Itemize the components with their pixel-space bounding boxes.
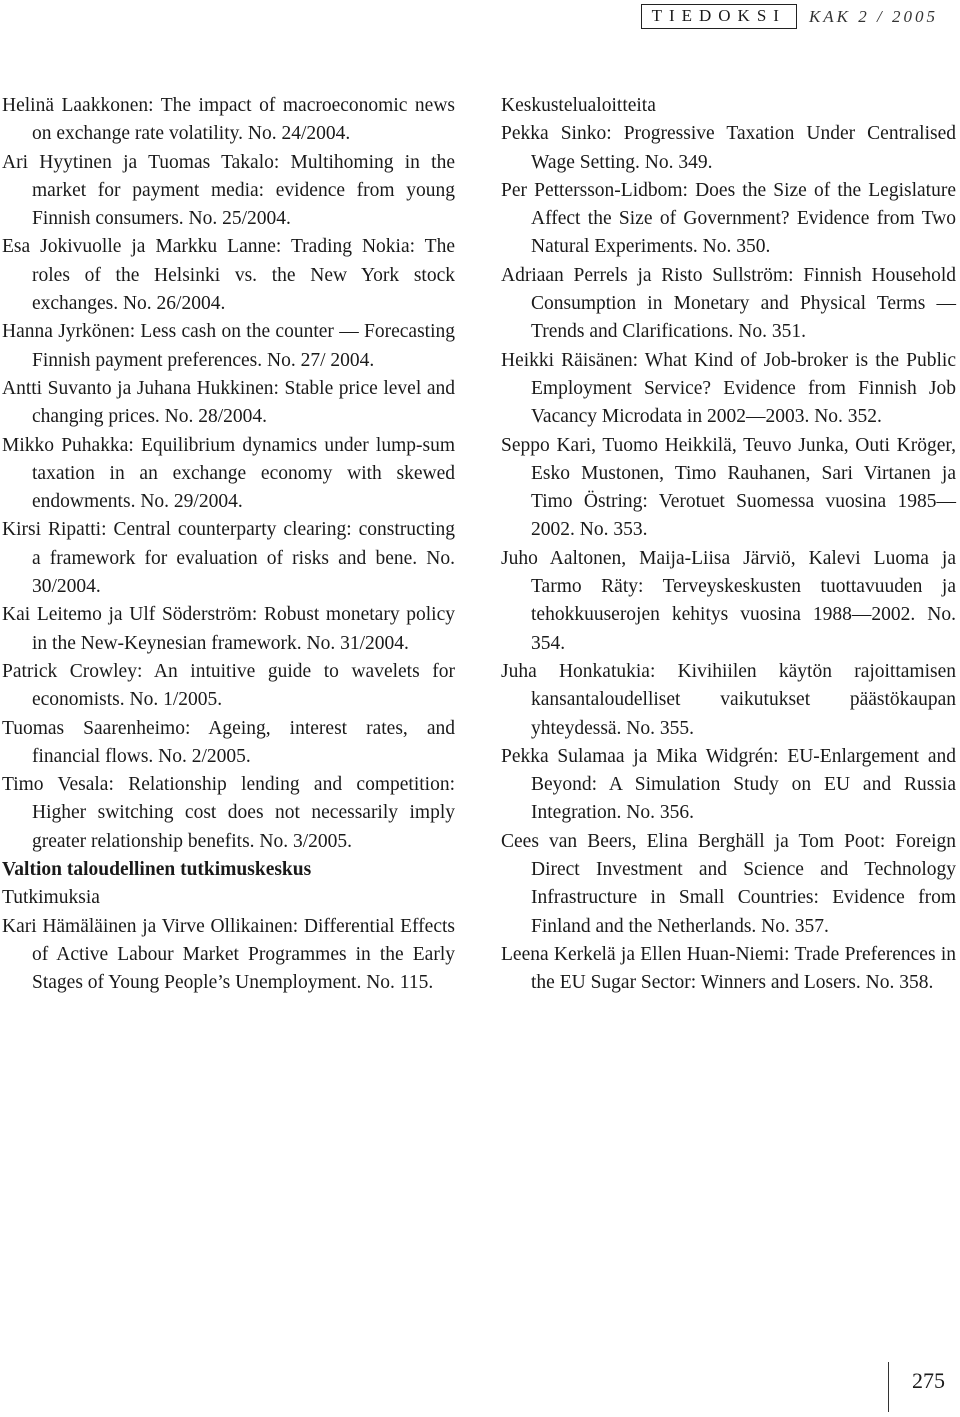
list-item: Antti Suvanto ja Juhana Hukkinen: Stable price level and changing prices. No. 28/2004. bbox=[2, 377, 455, 428]
list-item: Heikki Räisänen: What Kind of Job-broker is the Public Employment Service? Evidence from Finnish Job Vacancy Microdata in 2002—2003. No. 352. bbox=[501, 349, 956, 428]
list-item: Kirsi Ripatti: Central counterparty clearing: constructing a framework for evaluation of risks and bene. No. 30/2004. bbox=[2, 519, 455, 598]
list-item: Kari Hämäläinen ja Virve Ollikainen: Differential Effects of Active Labour Market Programmes in the Early Stages of Young People’s Unemployment. No. 115. bbox=[2, 915, 455, 994]
list-item: Juho Aaltonen, Maija-Liisa Järviö, Kalevi Luoma ja Tarmo Räty: Terveyskeskusten tuottavuuden ja tehokkuuserojen kehitys vuosina 1988—2002. No. 354. bbox=[501, 547, 956, 654]
page-number: 275 bbox=[912, 1368, 945, 1393]
footer-divider bbox=[888, 1362, 889, 1412]
issue-label: KAK 2 / 2005 bbox=[808, 6, 938, 26]
list-item: Timo Vesala: Relationship lending and competition: Higher switching cost does not necessarily imply greater relationship benefits. No. 3/2005. bbox=[2, 774, 455, 852]
running-header bbox=[641, 4, 938, 29]
list-item: Helinä Laakkonen: The impact of macroeconomic news on exchange rate volatility. No. 24/2004. bbox=[2, 95, 455, 145]
list-item: Pekka Sinko: Progressive Taxation Under Centralised Wage Setting. No. 349. bbox=[501, 123, 956, 173]
list-item: Esa Jokivuolle ja Markku Lanne: Trading Nokia: The roles of the Helsinki vs. the New York stock exchanges. No. 26/2004. bbox=[2, 236, 455, 315]
list-item: Patrick Crowley: An intuitive guide to wavelets for economists. No. 1/2005. bbox=[2, 660, 455, 711]
journal-brand: TIEDOKSI bbox=[641, 4, 797, 29]
left-column bbox=[2, 92, 455, 998]
section-subheading: Tutkimuksia bbox=[2, 887, 100, 909]
list-item: Mikko Puhakka: Equilibrium dynamics under lump-sum taxation in an exchange economy with skewed endowments. No. 29/2004. bbox=[2, 434, 455, 513]
right-column bbox=[501, 92, 956, 998]
list-item: Seppo Kari, Tuomo Heikkilä, Teuvo Junka, Outi Kröger, Esko Mustonen, Timo Rauhanen, Sari Virtanen ja Timo Östring: Verotuet Suomessa vuosina 1985—2002. No. 353. bbox=[501, 434, 956, 541]
section-heading: Valtion taloudellinen tutkimuskeskus bbox=[2, 859, 312, 881]
list-item: Pekka Sulamaa ja Mika Widgrén: EU-Enlargement and Beyond: A Simulation Study on EU and Russia Integration. No. 356. bbox=[501, 745, 956, 824]
list-item: Kai Leitemo ja Ulf Söderström: Robust monetary policy in the New-Keynesian framework. No. 31/2004. bbox=[2, 604, 455, 654]
list-item: Leena Kerkelä ja Ellen Huan-Niemi: Trade Preferences in the EU Sugar Sector: Winners and Losers. No. 358. bbox=[501, 943, 956, 994]
list-item: Juha Honkatukia: Kivihiilen käytön rajoittamisen kansantaloudelliset vaikutukset päästökaupan yhteydessä. No. 355. bbox=[501, 660, 956, 739]
list-item: Cees van Beers, Elina Berghäll ja Tom Poot: Foreign Direct Investment and Science and Technology Infrastructure in Small Countries: Evidence from Finland and the Netherlands. No. 357. bbox=[501, 830, 956, 937]
list-item: Adriaan Perrels ja Risto Sullström: Finnish Household Consumption in Monetary and Physical Terms — Trends and Clarifications. No. 351. bbox=[501, 264, 956, 343]
list-item: Ari Hyytinen ja Tuomas Takalo: Multihoming in the market for payment media: evidence from young Finnish consumers. No. 25/2004. bbox=[2, 151, 455, 230]
list-item: Per Pettersson-Lidbom: Does the Size of the Legislature Affect the Size of Government? Evidence from Two Natural Experiments. No. 350. bbox=[501, 179, 956, 258]
section-subheading: Keskustelualoitteita bbox=[501, 95, 656, 116]
list-item: Tuomas Saarenheimo: Ageing, interest rates, and financial flows. No. 2/2005. bbox=[2, 717, 455, 767]
list-item: Hanna Jyrkönen: Less cash on the counter — Forecasting Finnish payment preferences. No. 27/ 2004. bbox=[2, 321, 455, 371]
